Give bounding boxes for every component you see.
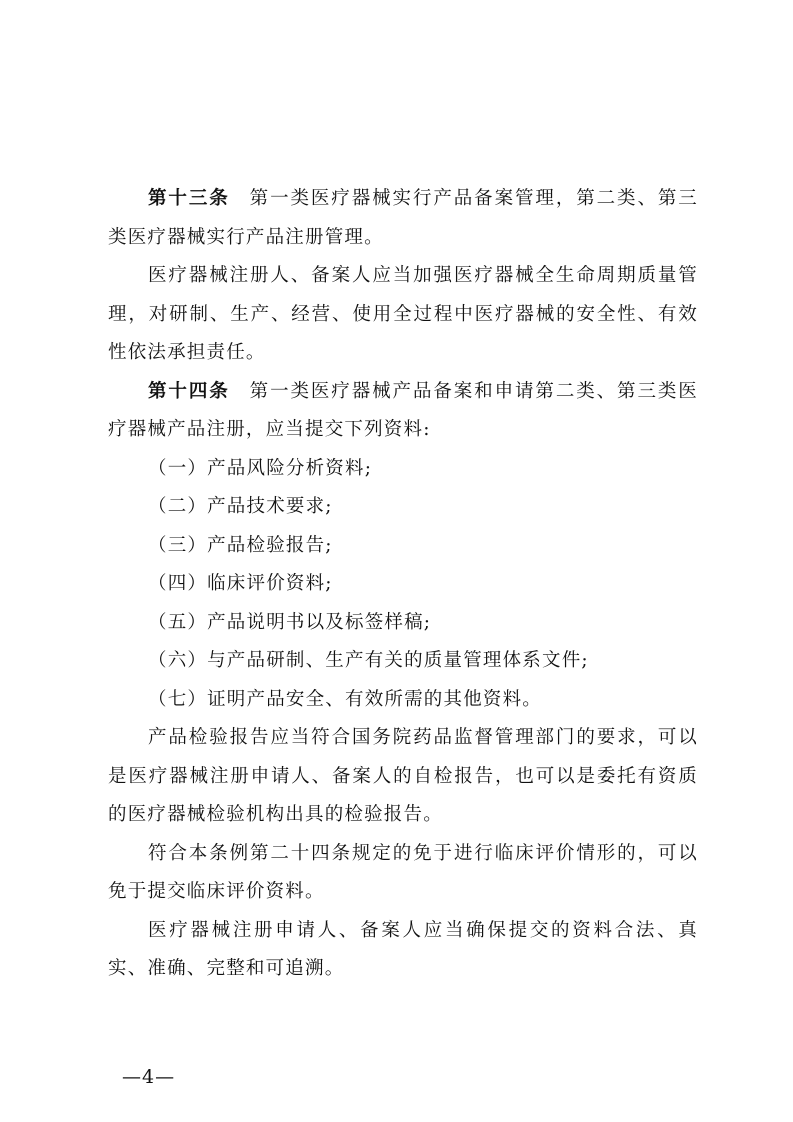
article-14-heading: 第十四条 [148, 380, 230, 402]
list-item: （四）临床评价资料; [148, 573, 333, 594]
article-14-paragraph [108, 373, 698, 450]
list-item: （三）产品检验报告; [148, 534, 333, 556]
page-number: —4— [122, 1066, 176, 1088]
document-body [108, 180, 698, 989]
article-13-paragraph [108, 180, 698, 257]
article-13-heading: 第十三条 [148, 188, 230, 209]
exemption-paragraph: 符合本条例第二十四条规定的免于进行临床评价情形的，可以免于提交临床评价资料。 [108, 842, 698, 902]
list-item: （一）产品风险分析资料; [148, 457, 373, 479]
article-14-text: 第一类医疗器械产品备案和申请第二类、第三类医疗器械产品注册，应当提交下列资料: [108, 380, 698, 440]
inspection-report-paragraph: 产品检验报告应当符合国务院药品监督管理部门的要求，可以是医疗器械注册申请人、备案人的自检报告，也可以是委托有资质的医疗器械检验机构出具的检验报告。 [108, 727, 698, 825]
article-13-text: 第一类医疗器械实行产品备案管理，第二类、第三类医疗器械实行产品注册管理。 [108, 188, 698, 248]
list-item: （二）产品技术要求; [148, 496, 333, 517]
list-item: （七）证明产品安全、有效所需的其他资料。 [148, 688, 543, 710]
list-item: （五）产品说明书以及标签样稿; [148, 611, 432, 633]
authenticity-paragraph: 医疗器械注册申请人、备案人应当确保提交的资料合法、真实、准确、完整和可追溯。 [108, 919, 698, 979]
article-13-paragraph-2: 医疗器械注册人、备案人应当加强医疗器械全生命周期质量管理，对研制、生产、经营、使用全过程中医疗器械的安全性、有效性依法承担责任。 [108, 265, 698, 363]
list-item: （六）与产品研制、生产有关的质量管理体系文件; [148, 650, 589, 671]
